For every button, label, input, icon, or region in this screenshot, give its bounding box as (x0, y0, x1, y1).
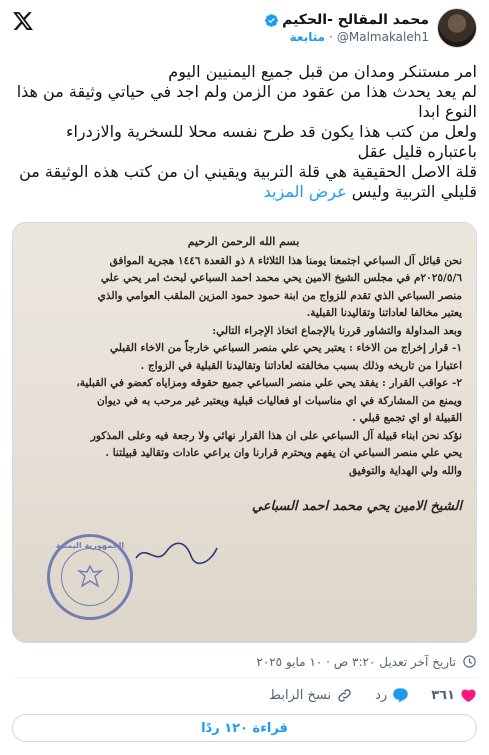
handle-row (290, 30, 429, 44)
document-line: اعتبارا من تاريخه وذلك بسبب مخالفته لعاداتنا وتقاليدنا القبلية في الزواج . (140, 359, 462, 372)
document-line: وبعد المداولة والتشاور قررنا بالإجماع اتخاذ الإجراء التالي: (212, 324, 462, 337)
copy-link-button[interactable] (269, 687, 353, 704)
handwritten-signature-icon (131, 538, 221, 568)
tweet-text (12, 62, 477, 202)
document-line: ٢- عواقب القرار : يفقد يحي علي منصر السباعي جميع حقوقه ومزاياه كعضو في القبلية، (76, 377, 462, 389)
show-more-link[interactable]: عرض المزيد (263, 182, 347, 201)
document-line: يعتبر مخالفا لعاداتنا وتقاليدنا القبلية. (306, 307, 462, 319)
tweet-header (264, 8, 477, 48)
divider (12, 677, 477, 678)
tweet-line: لم يعد يحدث هذا من عقود من الزمن ولم اجد في حياتي وثيقة من هذا النوع ابدا (16, 82, 477, 121)
last-edited-timestamp[interactable]: تاريخ آخر تعديل ٣:٢٠ ص · ١٠ مايو ٢٠٢٥ (256, 654, 456, 669)
document-line: ويمنع من المشاركة في اي مناسبات او فعاليات قبلية ويعتبر غير مرحب به في ديوان (96, 394, 462, 407)
tweet-meta (256, 654, 477, 669)
tweet-line: ولعل من كتب هذا يكون قد طرح نفسه محلا للسخرية والازدراء باعتباره قليل عقل (65, 122, 477, 161)
like-count: ٣٦١ (431, 687, 455, 703)
edit-history-icon[interactable] (462, 654, 477, 669)
like-button[interactable] (431, 687, 477, 704)
document-line: نؤكد نحن ابناء قبيلة آل السباعي على ان هذا القرار نهائي ولا رجعة فيه وعلى المذكور (90, 429, 462, 442)
document-basmala: بسم الله الرحمن الرحيم (187, 235, 300, 248)
verified-badge-icon (264, 13, 279, 28)
name-row (264, 12, 429, 28)
heart-icon (460, 687, 477, 704)
action-bar (12, 684, 477, 706)
document-line: القبيلة او اي تجمع قبلي . (352, 412, 462, 424)
link-icon (336, 687, 353, 704)
document-line: نحن قبائل آل السباعي اجتمعنا يومنا هذا الثلاثاء ٨ ذو القعدة ١٤٤٦ هجرية الموافق (109, 254, 462, 267)
stamp-text: الجمهورية اليمنية (55, 541, 125, 550)
reply-label: رد (375, 687, 388, 703)
tweet-line-last (12, 162, 477, 202)
tweet-line: قلة الاصل الحقيقية هي قلة التربية ويقيني ان من كتب هذه الوثيقة من قليلي التربية وليس (19, 162, 477, 201)
copy-link-label: نسخ الرابط (269, 687, 332, 703)
follow-button[interactable]: متابعة (289, 30, 326, 44)
document-line: يحي علي منصر السباعي ان يفهم ويحترم قرارنا وان يراعي عادات وتقاليد قبيلتنا . (105, 447, 462, 459)
document-line: منصر السباعي الذي تقدم للزواج من ابنة حمود حمود المزين الملقب العوامي والذي (97, 289, 462, 302)
document-signature-line: الشيخ الامين يحي محمد احمد السباعي (251, 499, 462, 514)
attached-document-image[interactable] (12, 222, 477, 643)
document-line: ٢٠٢٥/٥/٦م في مجلس الشيخ الامين يحي محمد احمد السباعي لبحث امر يحي علي (100, 272, 462, 284)
eagle-emblem-icon (75, 562, 105, 592)
reply-icon (392, 687, 409, 704)
official-stamp (47, 534, 133, 620)
document-text (25, 233, 462, 516)
read-replies-button[interactable]: قراءة ١٢٠ ردًا (12, 714, 477, 742)
reply-button[interactable] (375, 687, 409, 704)
x-logo-icon[interactable] (12, 10, 34, 32)
separator-dot: · (329, 30, 333, 44)
author-block (264, 12, 429, 44)
avatar[interactable] (437, 8, 477, 48)
document-line: ١- قرار إخراج من الاخاء : يعتبر يحي علي منصر السباعي خارجاً من الاخاء القبلي (110, 342, 462, 354)
handle[interactable]: @Malmakaleh1 (336, 30, 429, 44)
document-line: والله ولي الهداية والتوفيق (349, 464, 462, 477)
display-name[interactable]: محمد المقالح -الحكيم (282, 12, 429, 28)
stamp-inner-ring (61, 548, 119, 606)
tweet-line: امر مستنكر ومدان من قبل جميع اليمنيين اليوم (168, 62, 477, 81)
